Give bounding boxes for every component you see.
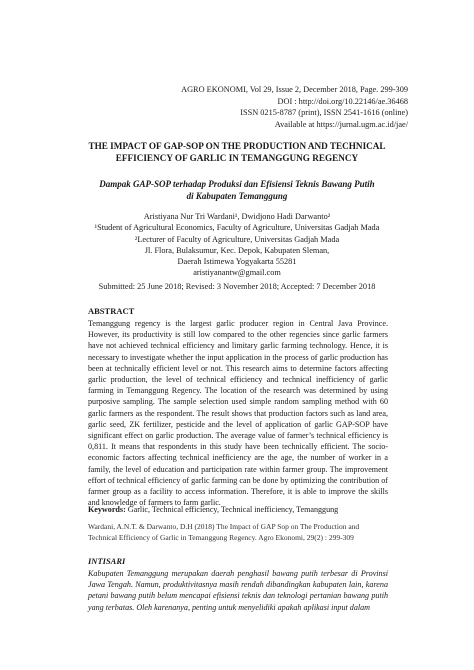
keywords-label: Keywords:	[88, 505, 126, 514]
journal-url[interactable]: Available at https://jurnal.ugm.ac.id/jae/	[274, 119, 408, 129]
title-line: EFFICIENCY OF GARLIC IN TEMANGGUNG REGENCY	[115, 153, 359, 163]
citation: Wardani, A.N.T. & Darwanto, D.H (2018) The Impact of GAP Sop on The Production and Technical Efficiency of Garlic in Temanggung Regency. Agro Ekonomi, 29(2) : 299-309	[88, 522, 360, 542]
doi-link[interactable]: DOI : http://doi.org/10.22146/ae.36468	[277, 96, 408, 106]
abstract-heading: ABSTRACT	[88, 306, 135, 316]
intisari-heading: INTISARI	[88, 556, 126, 566]
author-block	[60, 211, 414, 279]
journal-issue: AGRO EKONOMI, Vol 29, Issue 2, December 2018, Page. 299-309	[181, 85, 408, 94]
title-line: THE IMPACT OF GAP-SOP ON THE PRODUCTION AND TECHNICAL	[88, 141, 386, 151]
abstract-body: Temanggung regency is the largest garlic producer region in Central Java Province. However, its productivity is still low compared to the other regencies since garlic farmers have not achieved technical efficiency and limitary garlic farming technology. Hence, it is necessary to investigate whether the input application in the process of garlic production has been at technically efficient level or not. This research aims to determine factors affecting garlic production, the level of technical efficiency and technical inefficiency of garlic farming in Temanggung Regency. The location of the research was determined by using purposive sampling. The sample selection used simple random sampling method with 60 garlic farmers as the respondent. The result shows that production factors such as land area, garlic seed, ZK fertilizer, pesticide and the level of application of garlic GAP-SOP have significant effect on garlic production. The average value of farmer’s technical efficiency is 0,811. It means that respondents in this study have been technically efficient. The socio-economic factors affecting technical inefficiency are the age, the number of worker in a family, the level of education and participation rate within farmer group. The improvement effort of technical efficiency of garlic farming can be done by optimizing the contribution of farmer group as a facility to access information. Therefore, it is able to improve the skills and knowledge of farmers to farm garlic.	[88, 319, 388, 508]
subtitle-line: di Kabupaten Temanggung	[186, 190, 288, 201]
keywords-text: Garlic, Technical efficiency, Technical inefficiency, Temanggung	[125, 505, 339, 514]
keywords	[88, 505, 338, 514]
affiliation-1: ¹Student of Agricultural Economics, Faculty of Agriculture, Universitas Gadjah Mada	[94, 223, 380, 233]
issn: ISSN 0215-8787 (print), ISSN 2541-1616 (online)	[240, 108, 408, 117]
author-names: Aristiyana Nur Tri Wardani¹, Dwidjono Hadi Darwanto²	[143, 212, 331, 221]
article-title	[60, 140, 414, 164]
address-line-2: Daerah Istimewa Yogyakarta 55281	[177, 257, 297, 267]
subtitle-line: Dampak GAP-SOP terhadap Produksi dan Efisiensi Teknis Bawang Putih	[99, 179, 375, 189]
address-line-1: Jl. Flora, Bulaksumur, Kec. Depok, Kabupaten Sleman,	[144, 245, 330, 255]
intisari-body: Kabupaten Temanggung merupakan daerah penghasil bawang putih terbesar di Provinsi Jawa Tengah. Namun, produktivitasnya masih rendah dibandingkan kabupaten lain, karena petani bawang putih belum mencapai efisiensi teknis dan teknologi pertanian bawang putih yang terbatas. Oleh karenanya, penting untuk menyelidiki apakah aplikasi input dalam	[88, 569, 388, 612]
article-subtitle	[60, 179, 414, 202]
affiliation-2: ²Lecturer of Faculty of Agriculture, Universitas Gadjah Mada	[134, 234, 340, 244]
journal-header	[181, 84, 408, 130]
author-email[interactable]: aristiyanantw@gmail.com	[193, 268, 281, 278]
submission-dates: Submitted: 25 June 2018; Revised: 3 November 2018; Accepted: 7 December 2018	[98, 282, 376, 291]
